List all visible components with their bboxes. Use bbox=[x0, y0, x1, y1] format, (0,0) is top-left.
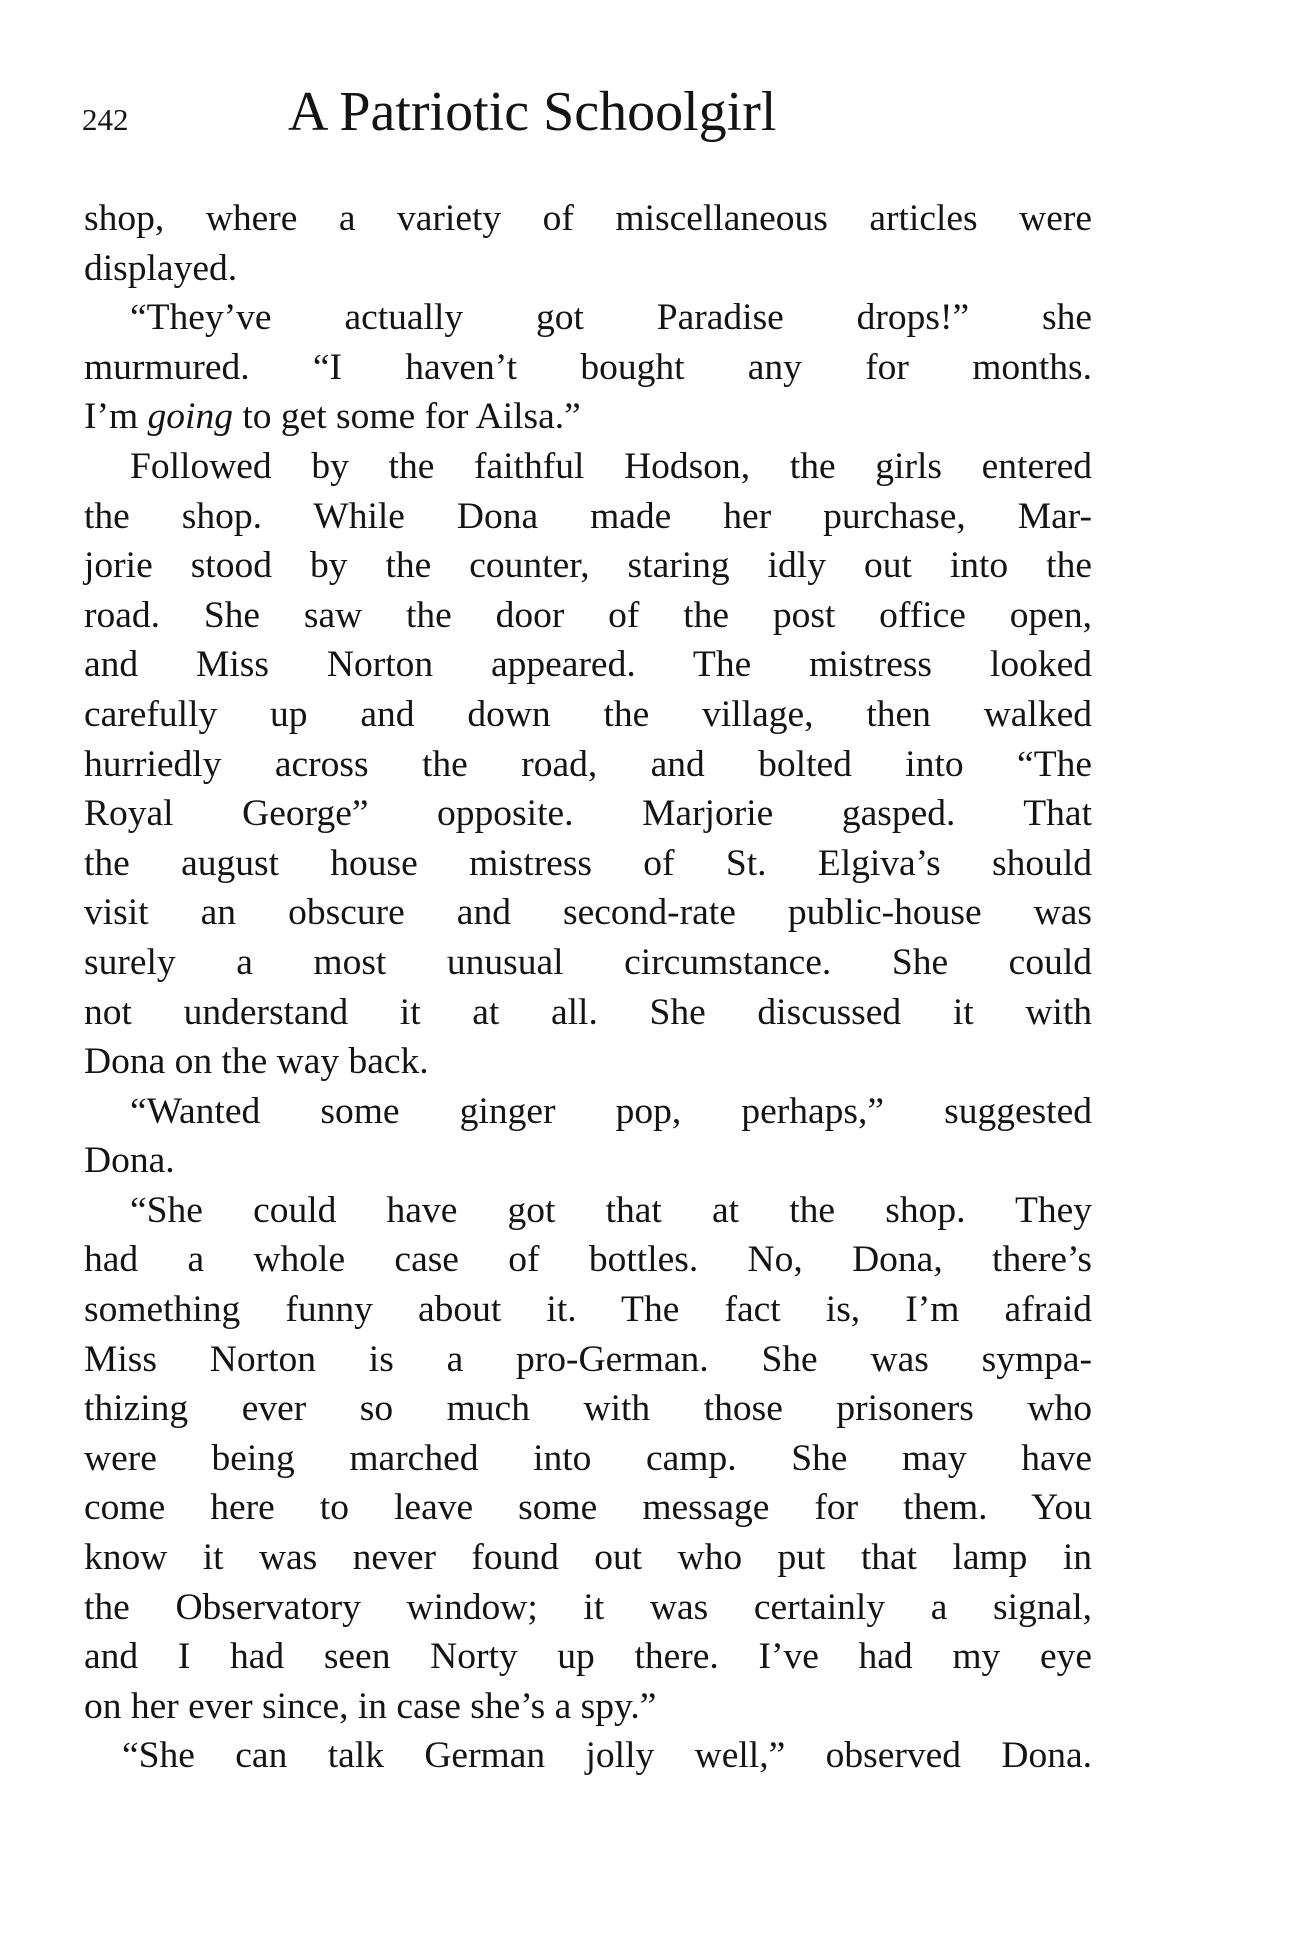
text-line: thizing ever so much with those prisoners who bbox=[84, 1388, 1092, 1430]
text-line: come here to leave some message for them. You bbox=[84, 1487, 1092, 1529]
text-line: “Wanted some ginger pop, perhaps,” suggested bbox=[130, 1090, 1092, 1132]
text-line: I’m going to get some for Ailsa.” bbox=[84, 396, 581, 438]
text-line: hurriedly across the road, and bolted into “The bbox=[84, 743, 1092, 785]
text-line: Miss Norton is a pro-German. She was sympa- bbox=[84, 1338, 1092, 1380]
text-line: on her ever since, in case she’s a spy.” bbox=[84, 1685, 657, 1727]
text-line: “She can talk German jolly well,” observed Dona. bbox=[122, 1735, 1092, 1777]
text-line: “She could have got that at the shop. They bbox=[130, 1189, 1092, 1231]
text-line: Followed by the faithful Hodson, the girls entered bbox=[130, 445, 1092, 487]
text-line: jorie stood by the counter, staring idly out into the bbox=[84, 545, 1092, 587]
body-text bbox=[84, 194, 1092, 1781]
page-header bbox=[82, 80, 1092, 150]
text-line: visit an obscure and second-rate public-house was bbox=[84, 892, 1092, 934]
text-line: the Observatory window; it was certainly a signal, bbox=[84, 1586, 1092, 1628]
text-line: Dona on the way back. bbox=[84, 1041, 429, 1083]
text-line: “They’ve actually got Paradise drops!” she bbox=[130, 297, 1092, 339]
text-line: road. She saw the door of the post office open, bbox=[84, 594, 1092, 636]
text-line: were being marched into camp. She may have bbox=[84, 1437, 1092, 1479]
text-line: the shop. While Dona made her purchase, Mar- bbox=[84, 495, 1092, 537]
text-line: and I had seen Norty up there. I’ve had my eye bbox=[84, 1636, 1092, 1678]
text-line: the august house mistress of St. Elgiva’s should bbox=[84, 842, 1092, 884]
text-line: had a whole case of bottles. No, Dona, there’s bbox=[84, 1239, 1092, 1281]
text-line: not understand it at all. She discussed it with bbox=[84, 991, 1092, 1033]
text-line: murmured. “I haven’t bought any for months. bbox=[84, 346, 1092, 388]
text-line: surely a most unusual circumstance. She could bbox=[84, 941, 1092, 983]
text-line: shop, where a variety of miscellaneous articles were bbox=[84, 198, 1092, 239]
running-title: A Patriotic Schoolgirl bbox=[288, 81, 777, 143]
text-line: Dona. bbox=[84, 1140, 175, 1182]
text-line: know it was never found out who put that lamp in bbox=[84, 1537, 1092, 1579]
text-line: carefully up and down the village, then walked bbox=[84, 693, 1092, 735]
text-line: Royal George” opposite. Marjorie gasped. That bbox=[84, 793, 1092, 835]
text-line: displayed. bbox=[84, 247, 238, 289]
page-number: 242 bbox=[82, 102, 129, 137]
text-line: something funny about it. The fact is, I’m afraid bbox=[84, 1289, 1092, 1331]
text-line: and Miss Norton appeared. The mistress looked bbox=[84, 644, 1092, 686]
